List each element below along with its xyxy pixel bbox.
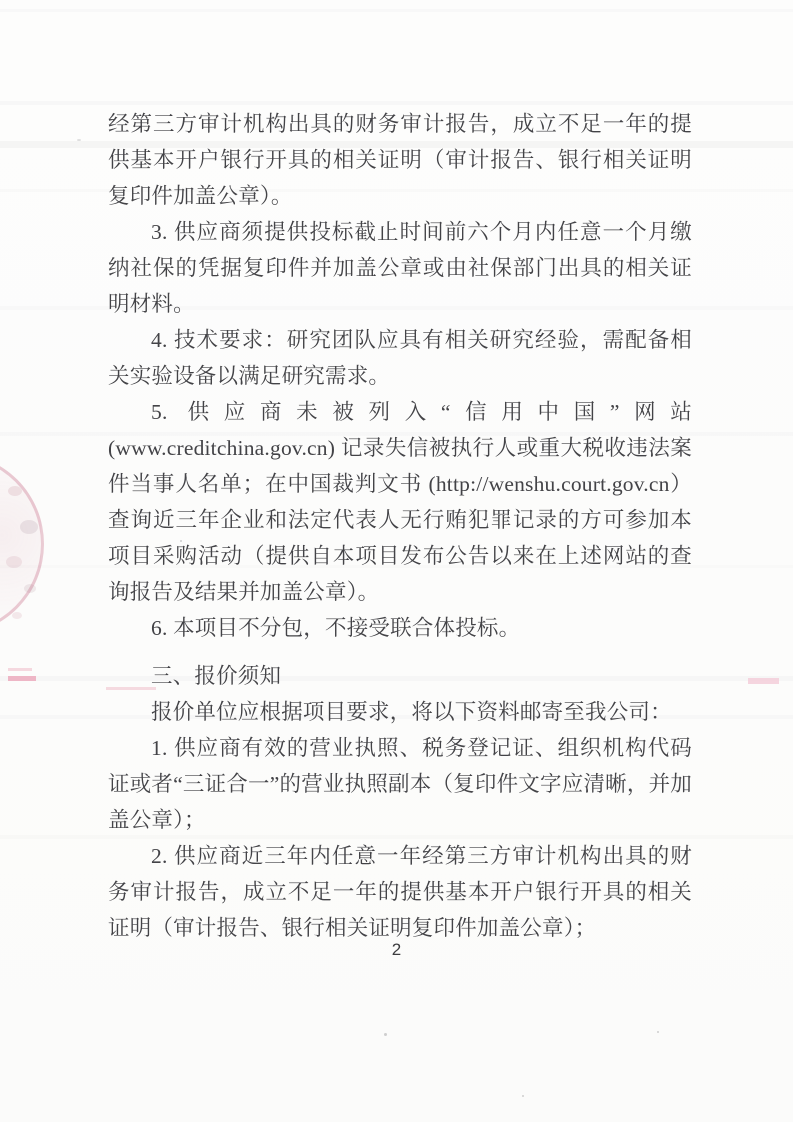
scan-speck (657, 1031, 659, 1033)
item-1-business-license: 1. 供应商有效的营业执照、税务登记证、组织机构代码证或者“三证合一”的营业执照副本（复印件文字应清晰，并加盖公章）； (108, 736, 692, 832)
clause-6-no-consortium: 6. 本项目不分包，不接受联合体投标。 (151, 616, 521, 640)
scan-streak (0, 9, 793, 12)
clause-4-technical-requirements: 4. 技术要求：研究团队应具有相关研究经验，需配备相关实验设备以满足研究需求。 (108, 328, 692, 388)
quotation-intro: 报价单位应根据项目要求，将以下资料邮寄至我公司： (151, 700, 672, 724)
seal-speckle (12, 612, 22, 619)
clause-5-credit-china: 5. 供应商未被列入“信用中国”网站 (www.creditchina.gov.cn) 记录失信被执行人或重大税收违法案件当事人名单；在中国裁判文书 (http://wenshu.court.gov.cn）查询近三年企业和法定代表人无行贿犯罪记录的方可参加本项目采购活动（提供自本项目发布公告以来在上述网站的查询报告及结果并加盖公章）。 (108, 400, 692, 604)
red-seal-fragment (0, 453, 44, 635)
paragraph-financial-audit-continuation: 经第三方审计机构出具的财务审计报告，成立不足一年的提供基本开户银行开具的相关证明（审计报告、银行相关证明复印件加盖公章）。 (108, 112, 692, 208)
pink-scan-mark-left (8, 668, 32, 671)
scan-speck (522, 1095, 524, 1097)
section-heading-quotation-notice: 三、报价须知 (151, 664, 282, 688)
page-number: 2 (391, 940, 402, 959)
pink-scan-mark-right (748, 678, 779, 684)
pink-scan-mark-left (8, 676, 36, 681)
scan-speck (77, 139, 81, 141)
scan-speck (384, 1033, 387, 1036)
document-body (108, 106, 692, 946)
clause-3-social-security: 3. 供应商须提供投标截止时间前六个月内任意一个月缴纳社保的凭据复印件并加盖公章或由社保部门出具的相关证明材料。 (108, 220, 692, 316)
scan-streak (0, 101, 793, 105)
item-2-financial-audit-report: 2. 供应商近三年内任意一年经第三方审计机构出具的财务审计报告，成立不足一年的提供基本开户银行开具的相关证明（审计报告、银行相关证明复印件加盖公章）； (108, 844, 692, 940)
